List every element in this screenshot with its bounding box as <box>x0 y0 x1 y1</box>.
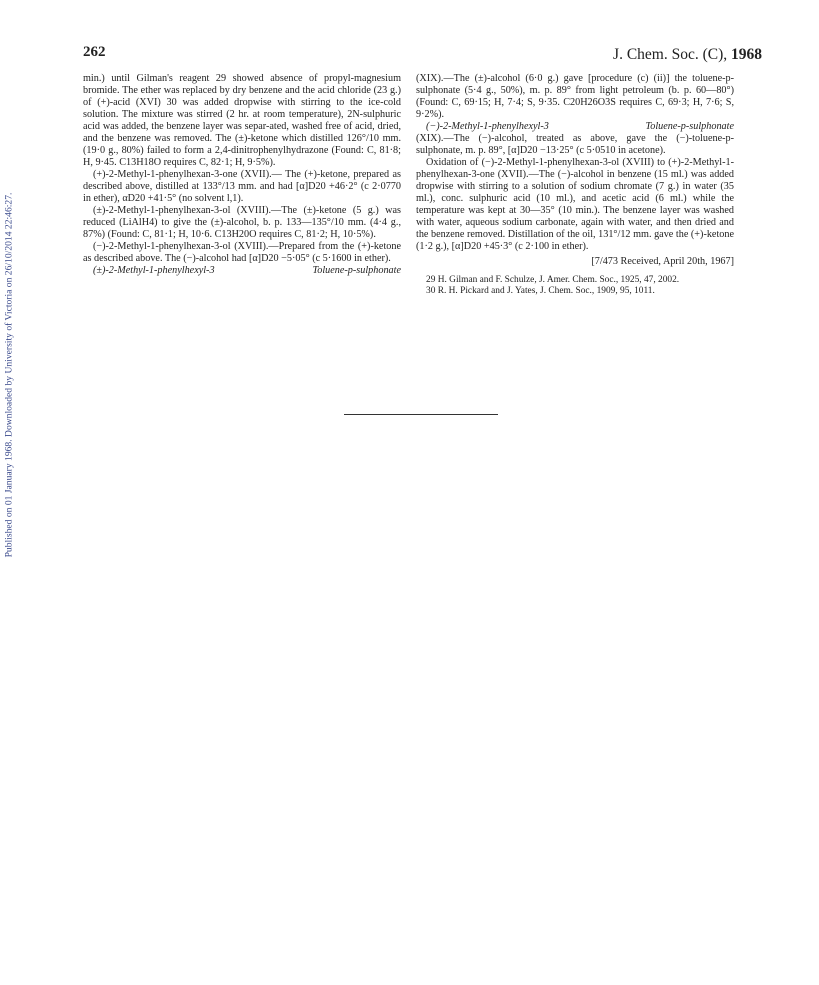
received-date: [7/473 Received, April 20th, 1967] <box>591 256 734 267</box>
left-column <box>83 73 401 277</box>
download-notice-text: Published on 01 January 1968. Downloaded by University of Victoria on 26/10/2014 22:46:27. <box>3 192 15 558</box>
left-paragraph-3: (±)-2-Methyl-1-phenylhexan-3-ol (XVIII).—The (±)-ketone (5 g.) was reduced (LiAlH4) to give the (±)-alcohol, b. p. 133—135°/10 mm. (4·4 g., 87%) (Found: C, 81·1; H, 10·6. C13H20O requires C, 81·2; H, 10·5%). <box>83 205 401 240</box>
page-number: 262 <box>83 44 106 60</box>
right-column <box>416 73 734 297</box>
compound-heading-suffix: Toluene-p-sulphonate <box>645 121 734 132</box>
download-notice <box>2 150 16 600</box>
reference-30: 30 R. H. Pickard and J. Yates, J. Chem. Soc., 1909, 95, 1011. <box>426 286 655 296</box>
right-paragraph-3: Oxidation of (−)-2-Methyl-1-phenylhexan-3-ol (XVIII) to (+)-2-Methyl-1-phenylhexan-3-one (XVII).—The (−)-alcohol in benzene (15 ml.) was added dropwise with stirring to a solution of sodium chromate (7 g.) in water (35 ml.), conc. sulphuric acid (10 ml.), and acetic acid (6 ml.) while the temperature was kept at 30—35° (10 min.). The benzene layer was washed with water, aqueous sodium carbonate, again with water, and then dried and the benzene removed. Distillation of the oil, 131°/12 mm. gave the (+)-ketone (1·2 g.), [α]D20 +45·3° (c 2·100 in ether). <box>416 157 734 252</box>
right-paragraph-2: (XIX).—The (−)-alcohol, treated as above, gave the (−)-toluene-p-sulphonate, m. p. 89°, [α]D20 −13·25° (c 5·0510 in acetone). <box>416 133 734 156</box>
journal-name: J. Chem. Soc. (C), <box>613 46 728 63</box>
left-paragraph-4: (−)-2-Methyl-1-phenylhexan-3-ol (XVIII).—Prepared from the (+)-ketone as described above. The (−)-alcohol had [α]D20 −5·05° (c 5·1600 in ether). <box>83 241 401 264</box>
left-paragraph-1: min.) until Gilman's reagent 29 showed absence of propyl-magnesium bromide. The ether was replaced by dry benzene and the acid chloride (23 g.) of (+)-acid (XVI) 30 was added dropwise with stirring to the ice-cold solution. The mixture was stirred (2 hr. at room temperature), 2N-sulphuric acid was added, the benzene layer was separ-ated, washed free of acid, dried, and the benzene was removed. The (±)-ketone which distilled 126°/10 mm. (19·0 g., 80%) failed to form a 2,4-dinitrophenylhydrazone (Found: C, 81·8; H, 9·45. C13H18O requires C, 82·1; H, 9·5%). <box>83 73 401 168</box>
left-paragraph-5 <box>83 265 401 277</box>
left-paragraph-2: (+)-2-Methyl-1-phenylhexan-3-one (XVII).— The (+)-ketone, prepared as described above, distilled at 133°/13 mm. and had [α]D20 +46·2° (c 2·0770 in ether), αD20 +41·5° (no solvent l,1). <box>83 169 401 204</box>
compound-heading: (−)-2-Methyl-1-phenylhexyl-3 <box>426 121 549 132</box>
compound-heading-suffix: Toluene-p-sulphonate <box>312 265 401 276</box>
journal-year: 1968 <box>731 46 762 63</box>
end-rule <box>344 414 498 415</box>
journal-header <box>613 46 762 64</box>
compound-heading: (±)-2-Methyl-1-phenylhexyl-3 <box>93 265 215 276</box>
references <box>416 275 734 297</box>
right-paragraph-2-heading <box>416 121 734 133</box>
reference-29: 29 H. Gilman and F. Schulze, J. Amer. Chem. Soc., 1925, 47, 2002. <box>426 275 680 285</box>
right-paragraph-1: (XIX).—The (±)-alcohol (6·0 g.) gave [procedure (c) (ii)] the toluene-p-sulphonate (5·4 g., 50%), m. p. 89° from light petroleum (b. p. 60—80°) (Found: C, 69·15; H, 7·4; S, 9·35. C20H26O3S requires C, 69·3; H, 7·6; S, 9·2%). <box>416 73 734 120</box>
